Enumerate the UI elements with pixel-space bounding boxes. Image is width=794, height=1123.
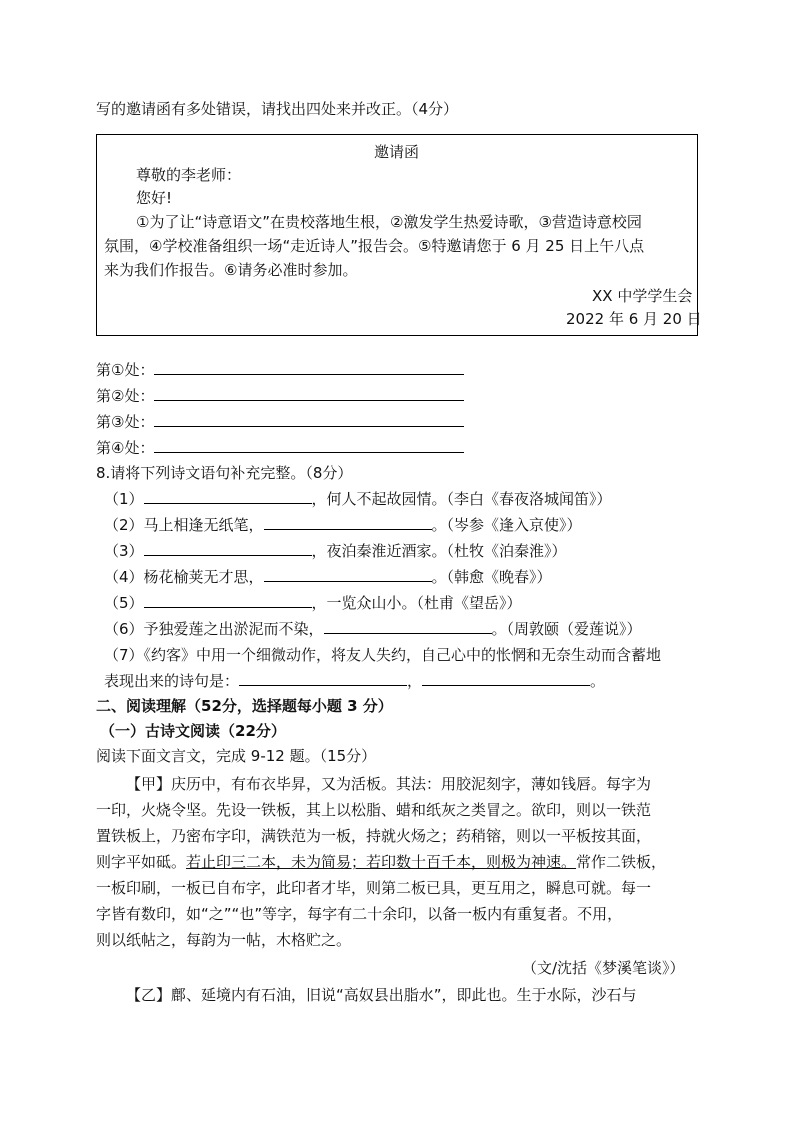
subsection-1-title: （一）古诗文阅读（22分）	[100, 722, 286, 740]
passage-a-line: 字皆有数印，如“之”“也”等字，每字有二十余印，以备一板内有重复者。不用，	[96, 905, 623, 923]
answer-label: 第②处：	[96, 387, 155, 405]
invitation-body-line: 来为我们作报告。⑥请务必准时参加。	[104, 261, 358, 279]
fill-blank[interactable]	[144, 487, 312, 504]
fill-blank[interactable]	[144, 591, 312, 608]
passage-a-line: 则以纸帖之，每韵为一帖，木格贮之。	[96, 931, 352, 949]
passage-a-line: 则字平如砥。若止印三二本，未为简易；若印数十百千本，则极为神速。常作二铁板，	[96, 853, 667, 871]
answer-label: 第①处：	[96, 361, 155, 379]
answer-line-1[interactable]	[96, 358, 464, 382]
fill-blank[interactable]	[324, 617, 492, 634]
fill-blank[interactable]	[264, 565, 432, 582]
passage-a-source: （文/沈括《梦溪笔谈》）	[522, 959, 685, 977]
answer-label: 第④处：	[96, 439, 155, 457]
q8-item-6: （6）予独爱莲之出淤泥而不染， 。（周敦颐（爱莲说》）	[104, 617, 642, 641]
passage-b-line: 【乙】鄜、延境内有石油，旧说“高奴县出脂水”，即此也。生于水际，沙石与	[126, 986, 637, 1004]
passage-a-line: 置铁板上，乃密布字印，满铁范为一板，持就火炀之；药稍镕，则以一平板按其面，	[96, 827, 652, 845]
passage-a-line: 【甲】庆历中，有布衣毕昇，又为活板。其法：用胶泥刻字，薄如钱唇。每字为	[126, 775, 652, 793]
answer-blank[interactable]	[154, 410, 464, 427]
invitation-greeting: 您好!	[136, 189, 173, 207]
q8-item-2: （2）马上相逢无纸笔， 。（岑参《逢入京使》）	[104, 513, 582, 537]
invitation-title: 邀请函	[374, 143, 420, 161]
invitation-salutation: 尊敬的李老师：	[136, 166, 242, 184]
q8-item-7-answer: 表现出来的诗句是： ， 。	[104, 669, 605, 693]
answer-blank[interactable]	[154, 358, 464, 375]
fill-blank[interactable]	[144, 539, 312, 556]
invitation-date: 2022 年 6 月 20 日	[566, 310, 702, 328]
q8-item-5: （5） ，一览众山小。（杜甫《望岳》）	[104, 591, 522, 615]
answer-line-4[interactable]	[96, 436, 464, 460]
fill-blank[interactable]	[239, 669, 407, 686]
reading-instruction: 阅读下面文言文，完成 9-12 题。（15分）	[96, 747, 377, 765]
q8-item-4: （4）杨花榆荚无才思， 。（韩愈《晚春》）	[104, 565, 552, 589]
q8-item-3: （3） ，夜泊秦淮近酒家。（杜牧《泊秦淮》）	[104, 539, 567, 563]
passage-a-line: 一板印刷，一板已自布字，此印者才毕，则第二板已具，更互用之，瞬息可就。每一	[96, 879, 652, 897]
invitation-signer: XX 中学学生会	[592, 287, 693, 305]
answer-line-2[interactable]	[96, 384, 464, 408]
question-intro: 写的邀请函有多处错误，请找出四处来并改正。（4分）	[96, 100, 459, 118]
answer-label: 第③处：	[96, 413, 155, 431]
invitation-body-line: 氛围，④学校准备组织一场“走近诗人”报告会。⑤特邀请您于 6 月 25 日上午八点	[104, 237, 645, 255]
answer-blank[interactable]	[154, 384, 464, 401]
answer-blank[interactable]	[154, 436, 464, 453]
q8-item-1: （1） ，何人不起故园情。（李白《春夜洛城闻笛》）	[104, 487, 612, 511]
q8-title: 8.请将下列诗文语句补充完整。（8分）	[96, 464, 353, 482]
fill-blank[interactable]	[422, 669, 590, 686]
answer-line-3[interactable]	[96, 410, 464, 434]
q8-item-7: （7）《约客》中用一个细微动作，将友人失约，自己心中的怅惘和无奈生动而含蓄地	[104, 646, 662, 664]
underlined-sentence: 若止印三二本，未为简易；若印数十百千本，则极为神速。	[186, 853, 577, 871]
invitation-body-line: ①为了让“诗意语文”在贵校落地生根，②激发学生热爱诗歌，③营造诗意校园	[136, 213, 642, 231]
passage-a-line: 一印，火烧令坚。先设一铁板，其上以松脂、蜡和纸灰之类冒之。欲印，则以一铁范	[96, 801, 652, 819]
fill-blank[interactable]	[264, 513, 432, 530]
section-2-title: 二、阅读理解（52分，选择题每小题 3 分）	[96, 697, 393, 715]
